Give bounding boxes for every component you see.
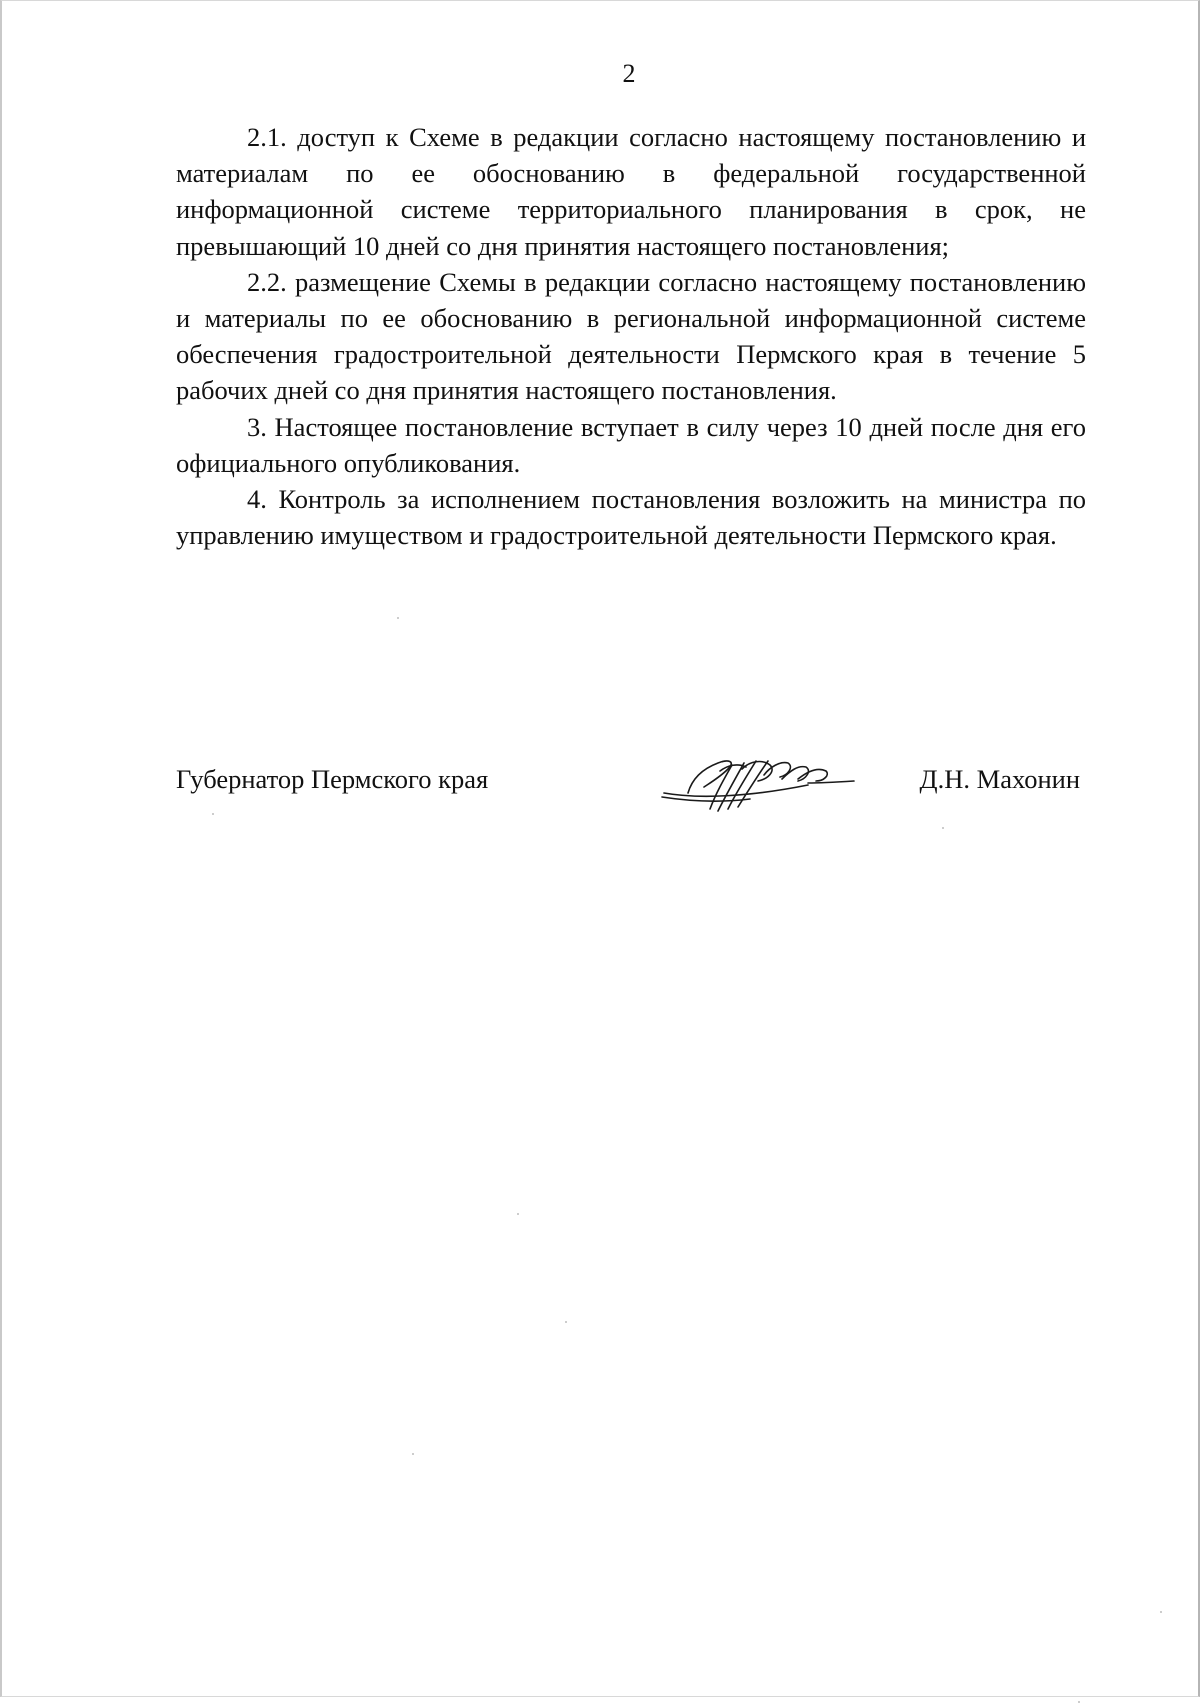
paragraph-4: 4. Контроль за исполнением постановления возложить на министра по управлению имуществом и градостроительной деятельности Пермского края. <box>176 484 1086 551</box>
scan-speck <box>1160 1611 1162 1613</box>
paragraph-3: 3. Настоящее постановление вступает в силу через 10 дней после дня его официального опубликования. <box>176 411 1086 478</box>
scan-speck <box>565 1321 567 1323</box>
signatory-name: Д.Н. Махонин <box>919 764 1080 794</box>
scan-speck <box>412 1453 414 1455</box>
scan-speck <box>942 827 944 829</box>
document-body <box>176 119 1086 553</box>
signatory-position: Губернатор Пермского края <box>176 764 489 794</box>
page-number: 2 <box>622 59 636 88</box>
scan-speck <box>212 813 214 815</box>
paragraph-2-1: 2.1. доступ к Схеме в редакции согласно настоящему постановлению и материалам по ее обоснованию в федеральной государственной информационной системе территориального планирования в срок, не превышающий 10 дней со дня принятия настоящего постановления; <box>176 122 1086 261</box>
signature-block <box>176 749 1086 819</box>
scan-speck <box>397 617 399 619</box>
paragraph-2-2: 2.2. размещение Схемы в редакции согласно настоящему постановлению и материалы по ее обоснованию в региональной информационной системе обеспечения градостроительной деятельности Пермского края в течение 5 рабочих дней со дня принятия настоящего постановления. <box>176 266 1086 406</box>
scan-speck <box>517 1213 519 1215</box>
handwritten-signature <box>658 749 858 815</box>
